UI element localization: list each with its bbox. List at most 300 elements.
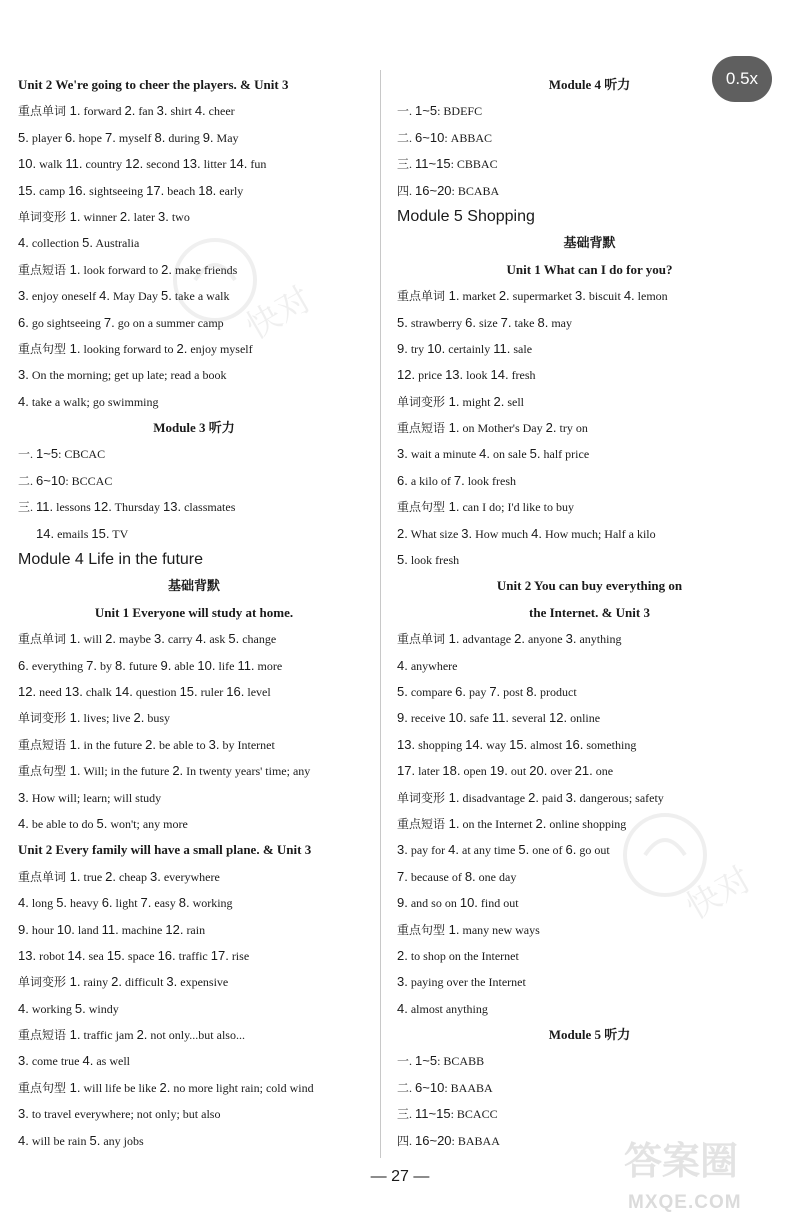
answer-text: hour [28, 922, 57, 937]
answer-text: 二. [397, 1080, 416, 1095]
item-number: 11~15 [415, 1106, 451, 1122]
item-number: 10. [427, 340, 446, 356]
answer-text: disadvantage [459, 790, 529, 805]
item-number: 4. [18, 815, 29, 831]
answer-text: myself [115, 130, 155, 145]
answer-text: several [509, 711, 549, 726]
item-number: 2. [124, 103, 136, 119]
item-number: 4. [99, 288, 110, 304]
answer-text: busy [144, 711, 170, 726]
answer-text: advantage [459, 632, 515, 647]
answer-line [18, 758, 370, 784]
item-number: 15. [91, 525, 110, 541]
item-number: 9. [397, 710, 408, 726]
item-number: 2. [397, 525, 408, 541]
item-number: 4. [195, 631, 207, 647]
item-number: 1. [66, 208, 81, 224]
section-heading: 基础背默 [563, 235, 616, 251]
answer-line [18, 230, 370, 256]
answer-text: take a walk [171, 289, 230, 304]
answer-text: at any time [459, 843, 519, 858]
answer-text: heavy [67, 896, 102, 911]
answer-line [18, 785, 370, 811]
item-number: 2. [111, 974, 122, 990]
answer-line [397, 389, 782, 415]
answer-text: something [583, 737, 637, 752]
answer-text: question [132, 684, 180, 699]
answer-text: look forward to [80, 262, 162, 277]
item-number: 3. [156, 103, 168, 119]
module-title: Module 4 Life in the future [18, 551, 204, 569]
item-number: 16. [565, 736, 584, 752]
answer-text: easy [151, 896, 179, 911]
answer-line [397, 1048, 782, 1074]
item-number: 1. [66, 763, 81, 779]
item-number: 6. [64, 129, 76, 145]
answer-text: more [254, 658, 283, 673]
category-label: 单词变形 [397, 790, 446, 805]
answer-line [18, 969, 370, 995]
page-number: — 27 — [370, 1168, 430, 1185]
item-number: 2. [161, 261, 172, 277]
category-label: 单词变形 [18, 209, 67, 224]
item-number: 12. [548, 710, 568, 726]
item-number: 7. [140, 895, 152, 911]
answer-line [18, 1022, 370, 1048]
answer-line [397, 917, 782, 943]
answer-text: : ABBAC [444, 130, 492, 145]
item-number: 20. [529, 763, 548, 779]
answer-text: supermarket [509, 289, 575, 304]
category-label: 重点句型 [18, 764, 67, 779]
item-number: 11. [491, 710, 509, 726]
answer-text: won't; any more [107, 816, 188, 831]
item-number: 11. [101, 921, 119, 937]
item-number: 9. [202, 129, 214, 145]
item-number: 3. [149, 868, 161, 884]
answer-text: on sale [490, 447, 530, 462]
answer-line [18, 864, 370, 890]
item-number: 1. [445, 393, 460, 409]
item-number: 1~5 [415, 103, 438, 119]
item-number: 5. [89, 1132, 101, 1148]
answer-text: working [28, 1001, 75, 1016]
answer-text: a kilo of [407, 473, 454, 488]
answer-line [397, 362, 782, 388]
item-number: 3. [18, 367, 29, 383]
section-heading: Module 5 听力 [548, 1027, 631, 1043]
answer-text: go sightseeing [28, 315, 104, 330]
item-number: 1. [66, 974, 81, 990]
answer-line [397, 494, 782, 520]
answer-text: looking forward to [80, 341, 177, 356]
item-number: 18. [442, 763, 461, 779]
answer-line [397, 864, 782, 890]
answer-text: can I do; I'd like to buy [459, 500, 574, 515]
answer-text: market [459, 289, 499, 304]
item-number: 7. [105, 129, 116, 145]
answer-line [397, 547, 782, 573]
answer-text: rainy [80, 975, 112, 990]
answer-text: : BCACC [450, 1107, 498, 1122]
answer-text: paid [538, 790, 566, 805]
answer-text: biscuit [585, 289, 624, 304]
answer-line [18, 705, 370, 731]
item-number: 6~10 [415, 1079, 445, 1095]
answer-line [18, 98, 370, 124]
answer-text: look fresh [464, 473, 517, 488]
answer-text: will be rain [28, 1133, 90, 1148]
item-number: 3. [157, 208, 169, 224]
category-label: 重点短语 [18, 1028, 67, 1043]
item-number: 12. [125, 156, 144, 172]
answer-text: online shopping [546, 816, 627, 831]
category-label: 重点单词 [397, 632, 446, 647]
item-number: 2. [133, 710, 145, 726]
item-number: 2. [159, 1079, 171, 1095]
answer-text: 三. [18, 500, 37, 515]
category-label: 重点单词 [18, 869, 67, 884]
answer-line [18, 653, 370, 679]
answer-line [18, 362, 370, 388]
item-number: 4. [18, 393, 29, 409]
answer-text: : BAABA [444, 1080, 493, 1095]
item-number: 19. [489, 763, 508, 779]
answer-text: litter [200, 157, 230, 172]
answer-line [18, 178, 370, 204]
answer-line [397, 283, 782, 309]
item-number: 1. [66, 1027, 81, 1043]
answer-text: will life be like [80, 1080, 160, 1095]
item-number: 10. [197, 657, 216, 673]
answer-text: go on a summer camp [114, 315, 224, 330]
item-number: 1. [66, 1079, 81, 1095]
answer-text: long [28, 896, 57, 911]
item-number: 8. [464, 868, 476, 884]
answer-line [397, 441, 782, 467]
left-answer-column [18, 72, 370, 1154]
answer-line [18, 151, 370, 177]
answer-line [397, 310, 782, 336]
item-number: 7. [453, 472, 465, 488]
answer-text: second [143, 157, 183, 172]
item-number: 8. [115, 657, 126, 673]
answer-text: half price [540, 447, 590, 462]
answer-text: try on [556, 421, 588, 436]
item-number: 13. [397, 736, 416, 752]
answer-line [18, 811, 370, 837]
item-number: 5. [74, 1000, 86, 1016]
answer-text: not only...but also... [147, 1028, 245, 1043]
item-number: 4. [18, 235, 29, 251]
section-heading: Module 3 听力 [153, 420, 235, 436]
item-number: 7. [489, 683, 501, 699]
answer-text: look [463, 368, 491, 383]
answer-line [18, 494, 370, 520]
answer-text: lemon [634, 289, 668, 304]
answer-text: go out [576, 843, 610, 858]
answer-text: forward [80, 104, 125, 119]
answer-text: 一. [397, 1054, 416, 1069]
item-number: 3. [166, 974, 178, 990]
answer-text: price [415, 368, 446, 383]
item-number: 2. [535, 815, 547, 831]
item-number: 15. [106, 947, 125, 963]
answer-line [397, 943, 782, 969]
item-number: 2. [528, 789, 539, 805]
answer-text: In twenty years' time; any [183, 764, 311, 779]
category-label: 重点单词 [397, 289, 446, 304]
answer-line [18, 257, 370, 283]
item-number: 16~20 [415, 1132, 452, 1148]
item-number: 3. [565, 631, 577, 647]
answer-line [18, 468, 370, 494]
item-number: 13. [182, 156, 201, 172]
item-number: 3. [397, 842, 408, 858]
answer-line [397, 415, 782, 441]
answer-text: any jobs [100, 1133, 144, 1148]
item-number: 7. [500, 314, 512, 330]
answer-text: light [112, 896, 141, 911]
item-number: 15. [179, 683, 198, 699]
answer-line [18, 679, 370, 705]
category-label: 单词变形 [18, 975, 67, 990]
answer-line [397, 785, 782, 811]
answer-text: difficult [121, 975, 167, 990]
answer-text: almost [527, 737, 566, 752]
answer-text: come true [28, 1054, 83, 1069]
item-number: 13. [445, 367, 464, 383]
right-answer-column [397, 72, 782, 1154]
answer-text: winner [80, 209, 120, 224]
item-number: 12. [18, 683, 37, 699]
item-number: 5. [56, 895, 68, 911]
answer-line [397, 811, 782, 837]
answer-line [397, 653, 782, 679]
answer-text: certainly [445, 341, 494, 356]
answer-text: many new ways [459, 922, 540, 937]
svg-text:快对: 快对 [679, 859, 759, 928]
answer-line [18, 732, 370, 758]
item-number: 14. [67, 947, 86, 963]
item-number: 12. [397, 367, 416, 383]
answer-text: How much [472, 526, 532, 541]
answer-text: : CBCAC [58, 447, 106, 462]
answer-line [18, 890, 370, 916]
answer-line [397, 837, 782, 863]
answer-line [397, 679, 782, 705]
answer-line [18, 204, 370, 230]
answer-text: walk [36, 157, 66, 172]
answer-text: two [168, 209, 190, 224]
answer-text: one day [475, 869, 517, 884]
answer-text: How will; learn; will study [28, 790, 162, 805]
answer-text: Thursday [111, 500, 163, 515]
item-number: 7. [86, 657, 98, 673]
answer-text: sell [504, 394, 525, 409]
item-number: 1. [66, 261, 81, 277]
item-number: 15. [18, 182, 37, 198]
item-number: 13. [162, 499, 182, 515]
item-number: 4. [18, 895, 29, 911]
item-number: 2. [105, 631, 116, 647]
answer-text: collection [28, 236, 83, 251]
item-number: 3. [397, 446, 408, 462]
answer-text: able [171, 658, 198, 673]
answer-line [18, 626, 370, 652]
answer-text: player [28, 130, 65, 145]
answer-text: to shop on the Internet [407, 948, 519, 963]
answer-text: enjoy myself [187, 341, 253, 356]
item-number: 21. [574, 763, 593, 779]
category-label: 重点句型 [397, 500, 446, 515]
item-number: 4. [82, 1053, 94, 1069]
answer-text: and so on [407, 896, 460, 911]
answer-line [18, 917, 370, 943]
answer-text: anyone [524, 632, 566, 647]
answer-line [18, 283, 370, 309]
item-number: 8. [526, 683, 538, 699]
answer-text: look fresh [407, 553, 460, 568]
item-number: 12. [165, 921, 184, 937]
answer-text: everywhere [160, 869, 220, 884]
answer-line [18, 125, 370, 151]
item-number: 5. [397, 314, 408, 330]
answer-text: emails [54, 526, 92, 541]
item-number: 1. [66, 736, 81, 752]
answer-text: find out [477, 896, 519, 911]
item-number: 3. [574, 288, 586, 304]
item-number: 1. [445, 288, 460, 304]
item-number: 8. [154, 129, 166, 145]
answer-text: shopping [415, 737, 466, 752]
answer-line [397, 336, 782, 362]
item-number: 4. [397, 1000, 408, 1016]
answer-text: windy [85, 1001, 119, 1016]
answer-line [18, 389, 370, 415]
answer-text: 一. [18, 447, 37, 462]
answer-text: What size [407, 526, 462, 541]
answer-text: paying over the Internet [407, 975, 526, 990]
answer-text: 三. [397, 1107, 416, 1122]
item-number: 4. [531, 525, 542, 541]
answer-text: on Mother's Day [459, 421, 546, 436]
category-label: 重点短语 [18, 737, 67, 752]
answer-text: shirt [167, 104, 195, 119]
answer-text: traffic jam [80, 1028, 137, 1043]
answer-text: fresh [508, 368, 536, 383]
item-number: 6~10 [415, 129, 445, 145]
answer-text: product [537, 684, 577, 699]
item-number: 3. [18, 288, 29, 304]
answer-text: on the Internet [459, 816, 536, 831]
answer-line [397, 521, 782, 547]
category-label: 重点单词 [18, 104, 67, 119]
item-number: 5. [18, 129, 29, 145]
answer-line [397, 705, 782, 731]
answer-text: 一. [397, 104, 416, 119]
answer-text: beach [164, 183, 199, 198]
item-number: 9. [160, 657, 172, 673]
answer-text: by Internet [219, 737, 275, 752]
answer-text: make friends [171, 262, 238, 277]
answer-text: out [507, 764, 530, 779]
answer-text: space [124, 948, 158, 963]
answer-text: cheap [115, 869, 150, 884]
answer-text: ask [206, 632, 229, 647]
category-label: 重点句型 [18, 341, 67, 356]
answer-text: : BCABA [451, 183, 500, 198]
answer-text: Australia [93, 236, 140, 251]
item-number: 1. [66, 710, 81, 726]
answer-text: chalk [82, 684, 115, 699]
item-number: 1~5 [415, 1053, 438, 1069]
item-number: 7. [103, 314, 115, 330]
category-label: 单词变形 [18, 711, 67, 726]
item-number: 2. [172, 763, 184, 779]
item-number: 10. [56, 921, 75, 937]
answer-text: over [547, 764, 575, 779]
answer-line [397, 1075, 782, 1101]
answer-text: need [36, 684, 65, 699]
section-heading: 基础背默 [167, 578, 220, 594]
item-number: 2. [493, 393, 505, 409]
module-title: Module 5 Shopping [397, 207, 535, 225]
item-number: 3. [18, 789, 29, 805]
item-number: 17. [397, 763, 416, 779]
answer-line [397, 1101, 782, 1127]
item-number: 14. [36, 525, 55, 541]
answer-line [18, 521, 370, 547]
item-number: 2. [545, 420, 557, 436]
item-number: 3. [208, 736, 220, 752]
answer-text: might [459, 394, 494, 409]
zoom-level-button[interactable]: 0.5x [712, 56, 772, 102]
answer-line [397, 178, 782, 204]
item-number: 17. [146, 182, 165, 198]
answer-text: safe [466, 711, 492, 726]
answer-text: by [97, 658, 116, 673]
item-number: 2. [136, 1027, 148, 1043]
item-number: 4. [18, 1132, 29, 1148]
item-number: 2. [514, 631, 525, 647]
item-number: 16. [157, 947, 176, 963]
svg-text:快对: 快对 [239, 279, 319, 348]
item-number: 9. [18, 921, 29, 937]
item-number: 1. [66, 631, 81, 647]
category-label: 重点单词 [18, 632, 67, 647]
answer-line [397, 996, 782, 1022]
item-number: 6. [101, 895, 113, 911]
item-number: 6. [565, 842, 577, 858]
answer-text: 二. [397, 130, 416, 145]
item-number: 3. [565, 789, 577, 805]
answer-text: : CBBAC [450, 157, 498, 172]
item-number: 6. [465, 314, 476, 330]
answer-text: sightseeing [86, 183, 147, 198]
answer-line [397, 98, 782, 124]
item-number: 6. [18, 657, 29, 673]
item-number: 16. [226, 683, 245, 699]
item-number: 4. [397, 657, 408, 673]
answer-text: one [592, 764, 614, 779]
item-number: 5. [228, 631, 240, 647]
section-heading: Unit 2 We're going to cheer the players. & Unit 3 [18, 77, 289, 92]
answer-text: strawberry [407, 315, 466, 330]
answer-text: On the morning; get up late; read a book [28, 368, 227, 383]
answer-text: pay for [407, 843, 449, 858]
answer-text: take a walk; go swimming [28, 394, 159, 409]
